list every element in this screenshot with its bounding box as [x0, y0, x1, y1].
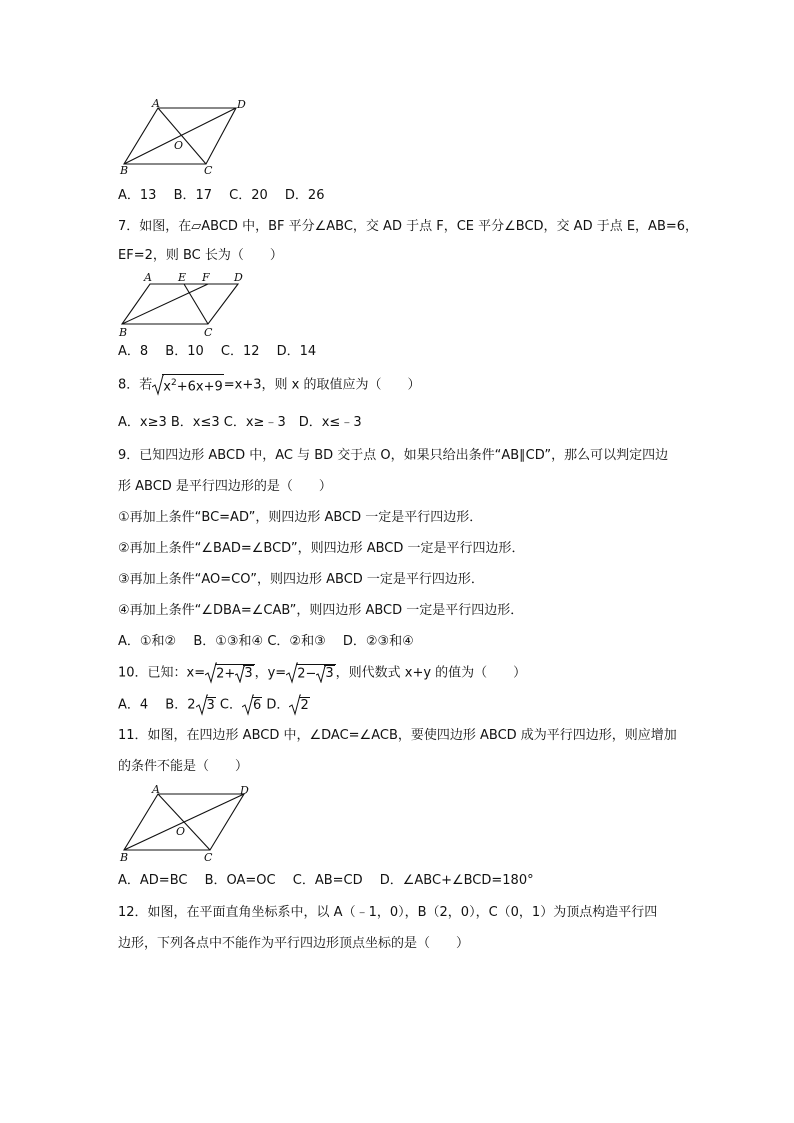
q9-condition-2: ②再加上条件“∠BAD=∠BCD”，则四边形 ABCD 一定是平行四边形． — [118, 541, 525, 556]
label-d: D — [234, 271, 243, 284]
label-a: A — [152, 98, 160, 110]
parallelogram-figure-q6 — [118, 98, 258, 176]
label-e: E — [178, 271, 187, 284]
q8-suffix: =x+3，则 x 的取值应为（ ） — [223, 377, 421, 393]
label-o: O — [174, 139, 184, 152]
radical-sign — [152, 374, 164, 396]
label-c: C — [204, 164, 213, 176]
q9-condition-3: ③再加上条件“AO=CO”，则四边形 ABCD 一定是平行四边形． — [118, 572, 484, 587]
q10-text — [118, 662, 526, 684]
label-b: B — [120, 851, 129, 864]
x-radicand: 2+ 3 — [215, 664, 254, 683]
q11-options: A．AD=BC B．OA=OC C．AB=CD D．∠ABC+∠BCD=180° — [118, 873, 534, 888]
q6-options: A．13 B．17 C．20 D．26 — [118, 188, 325, 203]
label-d: D — [240, 784, 249, 797]
label-a: A — [152, 784, 160, 796]
label-b: B — [120, 164, 129, 176]
q10-options: A．4 B．2 3 C． 6 D． 2 — [118, 694, 310, 716]
label-b: B — [119, 326, 128, 339]
q9-options: A．①和② B．①③和④ C．②和③ D．②③和④ — [118, 634, 414, 649]
q9-text-line2: 形 ABCD 是平行四边形的是（ ） — [118, 479, 332, 494]
radical-sign — [205, 662, 217, 684]
radical-sign — [286, 662, 298, 684]
q10-prefix: 10．已知：x= — [118, 665, 206, 681]
q10-mid: ，y= — [254, 665, 287, 681]
q7-options: A．8 B．10 C．12 D．14 — [118, 344, 317, 359]
label-f: F — [202, 271, 210, 284]
q8-options: A．x≥3 B．x≤3 C．x≥﹣3 D．x≤﹣3 — [118, 415, 362, 430]
label-c: C — [204, 851, 213, 864]
q7-text-line2: EF=2，则 BC 长为（ ） — [118, 248, 283, 263]
q10-suffix: ，则代数式 x+y 的值为（ ） — [335, 665, 527, 681]
q9-condition-1: ①再加上条件“BC=AD”，则四边形 ABCD 一定是平行四边形． — [118, 510, 483, 525]
y-radicand: 2− 3 — [296, 664, 335, 683]
q12-text-line2: 边形，下列各点中不能作为平行四边形顶点坐标的是（ ） — [118, 936, 470, 951]
parallelogram-figure-q7 — [118, 270, 248, 340]
q8-text — [118, 374, 420, 396]
q12-text-line1: 12．如图，在平面直角坐标系中，以 A（﹣1，0），B（2，0），C（0，1）为顶点构造平行四 — [118, 905, 658, 920]
label-c: C — [204, 326, 213, 339]
q8-prefix: 8．若 — [118, 377, 153, 393]
q11-text-line1: 11．如图，在四边形 ABCD 中，∠DAC=∠ACB，要使四边形 ABCD 成为平行四边形，则应增加 — [118, 728, 677, 743]
parallelogram-figure-q11 — [118, 784, 258, 864]
q9-text-line1: 9．已知四边形 ABCD 中，AC 与 BD 交于点 O，如果只给出条件“AB∥CD”，那么可以判定四边 — [118, 448, 669, 463]
q8-radicand: $x^2+6x+9$ — [162, 374, 223, 395]
q9-condition-4: ④再加上条件“∠DBA=∠CAB”，则四边形 ABCD 一定是平行四边形． — [118, 603, 524, 618]
label-o: O — [176, 825, 186, 838]
label-a: A — [144, 271, 152, 284]
q7-text-line1: 7．如图，在▱ABCD 中，BF 平分∠ABC，交 AD 于点 F，CE 平分∠BCD，交 AD 于点 E，AB=6， — [118, 219, 699, 234]
label-d: D — [237, 98, 246, 111]
q11-text-line2: 的条件不能是（ ） — [118, 759, 249, 774]
